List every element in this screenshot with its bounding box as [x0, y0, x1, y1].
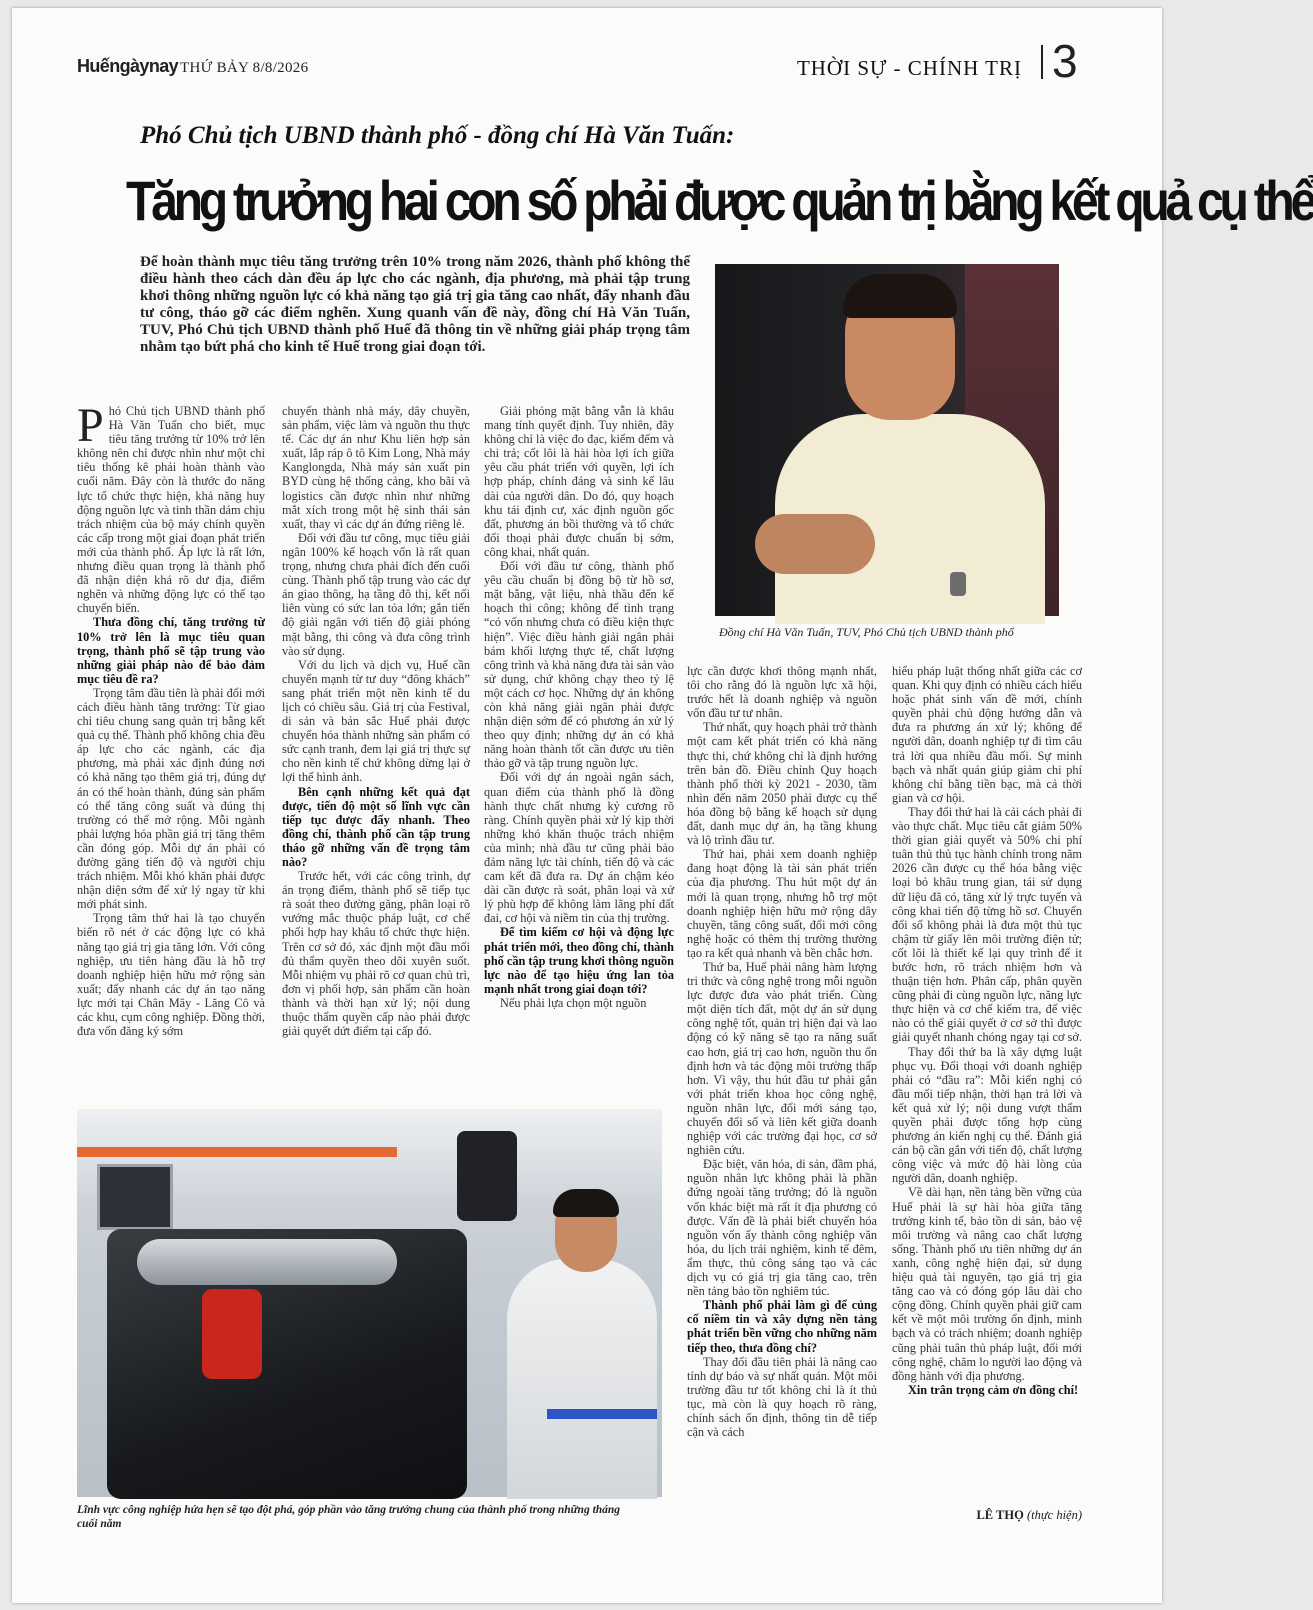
page-number: 3 [1052, 35, 1078, 87]
portrait-photo [715, 264, 1059, 616]
portrait-caption: Đồng chí Hà Văn Tuấn, TUV, Phó Chủ tịch UBND thành phố [719, 625, 1014, 639]
issue-date: THỨ BẢY 8/8/2026 [180, 60, 309, 76]
torque-tool [457, 1131, 517, 1221]
paragraph: chuyển thành nhà máy, dây chuyền, sản phẩm, việc làm và nguồn thu thực tế. Các dự án như Khu liên hợp sản xuất, lắp ráp ô tô Kim Long, Nhà máy Kanglongda, Nhà máy sản xuất pin BYD cùng hệ thống cảng, kho bãi và logistics cần được nhìn như những mắt xích trong một hệ sinh thái sản xuất, thay vì các dự án đứng riêng lẻ. [282, 404, 470, 531]
paragraph: hiểu pháp luật thống nhất giữa các cơ quan. Khi quy định có nhiều cách hiểu hoặc phát sinh vấn đề mới, chính quyền phải chủ động hướng dẫn và đưa ra phương án xử lý; không để người dân, doanh nghiệp tự đi tìm câu trả lời qua nhiều đầu mối. Sự minh bạch và nhất quán giúp giảm chi phí không chỉ bằng tiền bạc, mà cả thời gian và cơ hội. [892, 664, 1082, 805]
byline-name: LÊ THỌ [976, 1508, 1024, 1522]
opening-paragraph [77, 399, 265, 616]
wristwatch [950, 572, 966, 596]
byline [972, 1508, 1082, 1523]
article-headline: Tăng trưởng hai con số phải được quản trị bằng kết quả cụ thể [126, 169, 1313, 232]
interview-question: Thưa đồng chí, tăng trưởng từ 10% trở lên là mục tiêu quan trọng, thành phố sẽ tập trung vào những giải pháp nào để bảo đảm mục tiêu đề ra? [77, 615, 265, 686]
paragraph: Thay đổi thứ hai là cải cách phải đi vào thực chất. Mục tiêu cắt giảm 50% thời gian giải quyết và 50% chi phí tuân thủ thủ tục hành chính trong năm 2026 cần được cụ thể hóa bằng việc loại bỏ khâu trung gian, tái sử dụng dữ liệu đã có, tăng xử lý trực tuyến và công khai tiến độ từng hồ sơ. Chuyển đổi số không phải là đưa một thủ tục chậm từ giấy lên môi trường điện tử; cốt lõi là thiết kế lại quy trình để it bước hơn, rõ trách nhiệm hơn và thuận tiện hơn. Phân cấp, phân quyền cũng phải đi cùng nguồn lực, năng lực thực hiện và cơ chế kiểm tra, để việc nào có thể giải quyết ở cơ sở thì được giải quyết nhanh chóng ngay tại cơ sở. [892, 804, 1082, 1045]
engine-pipe [137, 1239, 397, 1285]
paragraph: Thay đổi thứ ba là xây dựng luật phục vụ. Đối thoại với doanh nghiệp phải có “đầu ra”: Mỗi kiến nghị có đầu mối tiếp nhận, thời hạn trả lời và kết quả xử lý; nội dung vượt thẩm quyền phải được tổng hợp cùng phương án kiến nghị cụ thể. Đánh giá cán bộ cần gắn với tiến độ, chất lượng công việc và mức độ hài lòng của người dân, doanh nghiệp. [892, 1044, 1082, 1186]
paragraph: Đối với đầu tư công, mục tiêu giải ngân 100% kế hoạch vốn là rất quan trọng, nhưng chưa phải đích đến cuối cùng. Thành phố tập trung vào các dự án giao thông, hạ tầng đô thị, kết nối liên vùng có sức lan tỏa lớn; gắn tiến độ giải ngân với tiến độ giải phóng mặt bằng, thi công và đưa công trình vào sử dụng. [282, 530, 470, 658]
worker-uniform [507, 1259, 657, 1499]
factory-photo [77, 1109, 662, 1497]
article-column-1 [77, 399, 265, 1096]
paragraph: Với du lịch và dịch vụ, Huế cần chuyển mạnh từ tư duy “đông khách” sang phát triển một nền kinh tế du lịch có chiều sâu. Giá trị của Festival, di sản và bản sắc Huế phải được chuyển hóa thành những sản phẩm có sức cạnh tranh, đem lại giá trị thực sự cho nền kinh tế chứ không dừng lại ở lợi thế hình ảnh. [282, 657, 470, 785]
factory-orange-beam [77, 1147, 397, 1157]
article-column-4 [687, 664, 877, 1532]
portrait-arm [755, 514, 875, 574]
masthead-logo: Huếngàynay [77, 56, 179, 76]
paragraph: Thứ ba, Huế phải nâng hàm lượng tri thức và công nghệ trong mỗi nguồn lực được đưa vào phát triển. Cùng một diện tích đất, một dự án sử dụng công nghệ tốt, quản trị hiện đại và lao động có kỹ năng sẽ tạo ra năng suất cao hơn, giá trị cao hơn, nguồn thu ổn định hơn và tác động môi trường thấp hơn. Vì vậy, thu hút đầu tư phải gắn với phát triển khoa học công nghệ, nguồn nhân lực, đổi mới sáng tạo, chuyển đổi số và liên kết giữa doanh nghiệp với các trường đại học, cơ sở nghiên cứu. [687, 959, 877, 1158]
closing-line: Xin trân trọng cảm ơn đồng chí! [908, 1382, 1079, 1397]
paragraph: Trước hết, với các công trình, dự án trọng điểm, thành phố sẽ tiếp tục rà soát theo đường găng, phân loại rõ vướng mắc thuộc pháp luật, cơ chế phối hợp hay khâu tổ chức thực hiện. Trên cơ sở đó, xác định một đầu mối đủ thẩm quyền theo dõi xuyên suốt. Mỗi nhiệm vụ phải rõ cơ quan chủ trì, đơn vị phối hợp, sản phẩm cần hoàn thành và thời hạn xử lý; nội dung thuộc thẩm quyền cấp nào phải được giải quyết dứt điểm tại cấp đó. [282, 869, 470, 1039]
paragraph: Trọng tâm đầu tiên là phải đổi mới cách điều hành tăng trưởng: Từ giao chỉ tiêu chung sang quản trị bằng kết quả cụ thể. Thành phố không chia đều áp lực cho các ngành, các địa phương, mà phải xác định đúng nơi có khả năng tạo thêm giá trị, đúng dự án có thể hoàn thành, đúng sản phẩm có thể tăng công suất và đúng thị trường có thể mở rộng. Mỗi ngành phải lượng hóa phần giá trị tăng thêm cần đóng góp. Mỗi dự án phải có đường găng tiến độ và người chịu trách nhiệm. Mỗi khó khăn phải được nhận diện sớm để xử lý ngay từ khi mới phát sinh. [77, 685, 265, 912]
article-lead: Để hoàn thành mục tiêu tăng trưởng trên 10% trong năm 2026, thành phố không thể điều hành theo cách dàn đều áp lực cho các ngành, địa phương, mà phải tập trung khơi thông những nguồn lực có khả năng tạo giá trị gia tăng cao nhất, đẩy nhanh đầu tư công, tháo gỡ các điểm nghẽn. Xung quanh vấn đề này, đồng chí Hà Văn Tuấn, TUV, Phó Chủ tịch UBND thành phố Huế đã thông tin về những giải pháp trọng tâm nhằm tạo bứt phá cho kinh tế Huế trong giai đoạn tới. [140, 254, 690, 355]
uniform-blue-stripe [547, 1409, 657, 1419]
section-name: THỜI SỰ - CHÍNH TRỊ [796, 56, 1022, 80]
paragraph: Thứ nhất, quy hoạch phải trở thành một cam kết phát triển có khả năng thực thi, chứ không chỉ là định hướng trên bản đồ. Điều chỉnh Quy hoạch thành phố thời kỳ 2021 - 2030, tầm nhìn đến năm 2050 phải được cụ thể hóa đồng bộ bằng kế hoạch sử dụng đất, danh mục dự án, hạ tầng khung và lộ trình đầu tư. [687, 720, 877, 848]
byline-role: (thực hiện) [1026, 1508, 1082, 1522]
paragraph: Trọng tâm thứ hai là tạo chuyển biến rõ nét ở các động lực có khả năng tạo giá trị gia tăng lớn. Với công nghiệp, ưu tiên hàng đầu là hỗ trợ doanh nghiệp hiện hữu mở rộng sản xuất; đẩy nhanh các dự án tạo năng lực mới tại Chân Mây - Lăng Cô và các khu, cụm công nghiệp. Đồng thời, đưa vốn đăng ký sớm [77, 911, 265, 1039]
paragraph: Về dài hạn, nền tảng bền vững của Huế phải là sự hài hòa giữa tăng trưởng kinh tế, bảo tồn di sản, bảo vệ môi trường và nâng cao chất lượng sống. Thành phố ưu tiên những dự án xanh, công nghệ hiện đại, sử dụng hiệu quả tài nguyên, tạo giá trị gia tăng cao và có đóng góp lâu dài cho cộng đồng. Chính quyền phải giữ cam kết về một môi trường ổn định, minh bạch và có trách nhiệm; doanh nghiệp cũng phải tuân thủ pháp luật, đổi mới công nghệ, chăm lo người lao động và đồng hành với địa phương. [892, 1185, 1082, 1383]
paragraph-text: hó Chủ tịch UBND thành phố Hà Văn Tuấn cho biết, mục tiêu tăng trưởng từ 10% trở lên không nên chỉ được nhìn như một chỉ tiêu thống kê phải hoàn thành vào cuối năm. Đây còn là thước đo năng lực tổ chức thực hiện, khả năng huy động nguồn lực và tinh thần dám chịu trách nhiệm của bộ máy chính quyền các cấp trong một giai đoạn phát triển mới của thành phố. Áp lực là rất lớn, nhưng điều quan trọng là thành phố đã nhận diện khá rõ dư địa, điểm nghẽn và những động lực có thể tạo chuyển biến. [77, 404, 265, 616]
paragraph: Đối với đầu tư công, thành phố yêu cầu chuẩn bị đồng bộ từ hồ sơ, mặt bằng, vật liệu, nhà thầu đến kế hoạch thi công; không để tình trạng “có vốn nhưng chưa có điều kiện thực hiện”. Việc điều hành giải ngân phải bám khối lượng thực tế, chất lượng công trình và khả năng đưa tài sản vào sử dụng, chứ không chạy theo tỷ lệ một cách cơ học. Những dự án không còn khả năng giải ngân phải được nhận diện sớm để có phương án xử lý theo quy định; những dự án có khả năng hoàn thành tốt cần được ưu tiên thảo gỡ và tập trung nguồn lực. [484, 559, 674, 771]
paragraph: Đặc biệt, văn hóa, di sản, đầm phá, nguồn nhân lực không phải là phần đứng ngoài tăng trưởng; đó là nguồn vốn khác biệt mà rất ít địa phương có được. Vấn đề là phải biết chuyển hóa nguồn vốn ấy thành công nghiệp văn hóa, du lịch trải nghiệm, kinh tế đêm, ẩm thực, thủ công sáng tạo và các dịch vụ có giá trị gia tăng cao, trên nền tảng bảo tồn nghiêm túc. [687, 1157, 877, 1299]
paragraph: Giải phóng mặt bằng vẫn là khâu mang tính quyết định. Tuy nhiên, đây không chỉ là việc đo đạc, kiểm đếm và chi trả; cốt lõi là hài hòa lợi ích giữa yêu cầu phát triển với quyền, lợi ích hợp pháp, chính đáng và sinh kế lâu dài của người dân. Do đó, quy hoạch khu tái định cư, xác định nguồn gốc đất, phương án bồi thường và tổ chức đối thoại phải được chuẩn bị sớm, công khai, nhất quán. [484, 404, 674, 559]
newspaper-page [12, 8, 1313, 1603]
article-kicker: Phó Chủ tịch UBND thành phố - đồng chí Hà Văn Tuấn: [140, 122, 735, 149]
paragraph: Nếu phải lựa chọn một nguồn [500, 995, 647, 1010]
paragraph: lực cần được khơi thông mạnh nhất, tôi cho rằng đó là nguồn lực xã hội, trước hết là doanh nghiệp và nguồn vốn đầu tư tư nhân. [687, 664, 877, 721]
portrait-hair [843, 274, 957, 318]
article-column-5 [892, 664, 1082, 1506]
drop-cap: P [77, 399, 104, 452]
interview-question: Bên cạnh những kết quả đạt được, tiến độ một số lĩnh vực cần tiếp tục được đẩy nhanh. Theo đồng chí, thành phố cần tập trung tháo gỡ những vấn đề trọng tâm nào? [282, 784, 470, 869]
article-column-3 [484, 404, 674, 1096]
article-column-2 [282, 404, 470, 1096]
paragraph: Thứ hai, phải xem doanh nghiệp đang hoạt động là tài sản phát triển của địa phương. Thu hút một dự án mới là quan trọng, nhưng hỗ trợ một doanh nghiệp hiện hữu mở rộng dây chuyền, tăng công suất, đổi mới công nghệ hoặc có thêm thị trường thường tạo ra kết quả nhanh và bền chắc hơn. [687, 847, 877, 960]
worker-hair [553, 1189, 619, 1217]
paragraph: Đối với dự án ngoài ngân sách, quan điểm của thành phố là đồng hành thực chất nhưng kỷ cương rõ ràng. Chính quyền phải xử lý kịp thời những khó khăn thuộc trách nhiệm của mình; nhà đầu tư cũng phải bảo đảm năng lực tài chính, tiến độ và các cam kết đã đưa ra. Dự án chậm kéo dài cần được rà soát, phân loại và xử lý phù hợp để không làm lãng phí đất đai, cơ hội và niềm tin của thị trường. [484, 770, 674, 926]
interview-question: Để tìm kiếm cơ hội và động lực phát triển mới, theo đồng chí, thành phố cần tập trung khơi thông nguồn lực nào để tạo hiệu ứng lan tỏa mạnh nhất trong giai đoạn tới? [484, 925, 674, 996]
paragraph: Thay đổi đầu tiên phải là nâng cao tính dự báo và sự nhất quán. Một môi trường đầu tư tốt không chỉ là ít thủ tục, mà còn là quy hoạch rõ ràng, chính sách ổn định, thông tin dễ tiếp cận và cách [687, 1354, 877, 1440]
interview-question: Thành phố phải làm gì để củng cố niềm tin và xây dựng nền tảng phát triển bền vững cho những năm tiếp theo, thưa đồng chí? [687, 1298, 877, 1355]
factory-monitor [97, 1164, 173, 1230]
factory-caption: Lĩnh vực công nghiệp hứa hẹn sẽ tạo đột phá, góp phần vào tăng trưởng chung của thành phố trong những tháng cuối năm [77, 1504, 621, 1530]
engine-red-part [202, 1289, 262, 1379]
header-divider [1041, 45, 1043, 79]
